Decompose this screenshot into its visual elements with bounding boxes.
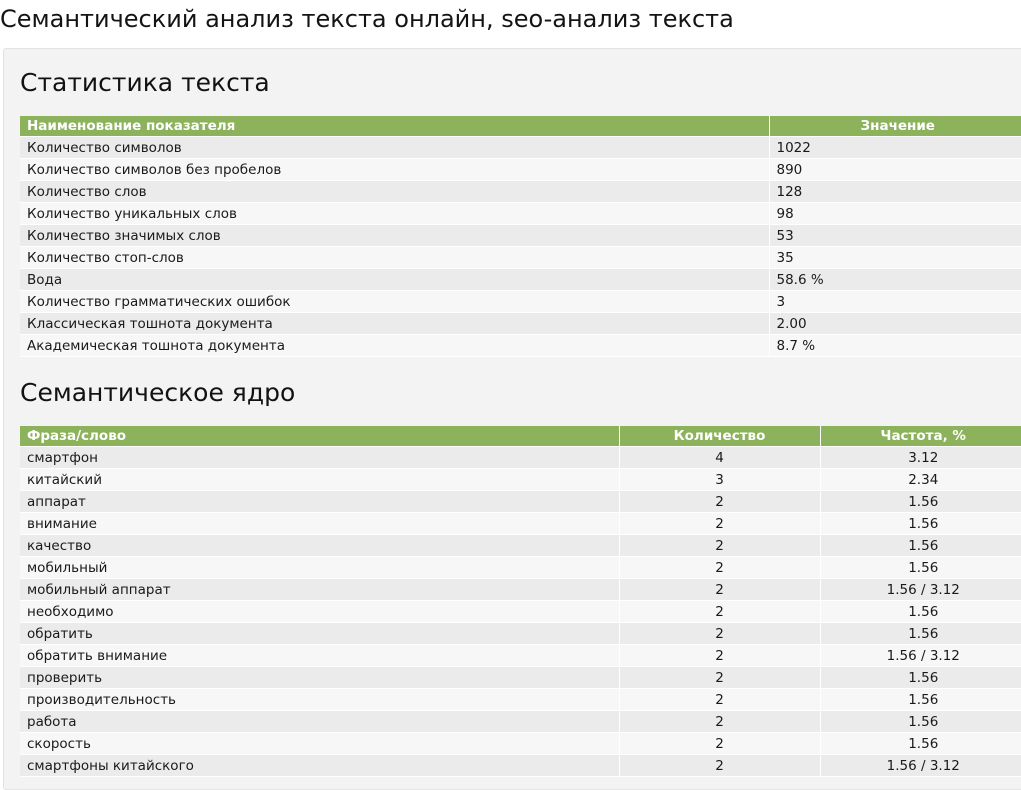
semantic-row: [20, 689, 1021, 711]
semantic-table: [20, 426, 1021, 777]
stats-row: [20, 159, 1021, 181]
stats-cell-value: 3: [769, 291, 1021, 313]
stats-row: [20, 313, 1021, 335]
semantic-header-phrase: Фраза/слово: [20, 426, 619, 447]
semantic-row: [20, 579, 1021, 601]
stats-cell-name: Количество значимых слов: [20, 225, 769, 247]
semantic-cell-phrase: обратить внимание: [20, 645, 619, 667]
semantic-cell-frequency: 1.56: [820, 557, 1021, 579]
semantic-row: [20, 711, 1021, 733]
stats-cell-name: Количество уникальных слов: [20, 203, 769, 225]
stats-cell-value: 35: [769, 247, 1021, 269]
semantic-row: [20, 491, 1021, 513]
semantic-cell-frequency: 1.56: [820, 535, 1021, 557]
stats-row: [20, 291, 1021, 313]
stats-cell-name: Количество символов: [20, 137, 769, 159]
semantic-row: [20, 623, 1021, 645]
semantic-cell-frequency: 1.56: [820, 623, 1021, 645]
semantic-row: [20, 557, 1021, 579]
semantic-cell-count: 2: [619, 535, 820, 557]
stats-row: [20, 269, 1021, 291]
stats-row: [20, 137, 1021, 159]
semantic-row: [20, 535, 1021, 557]
semantic-cell-count: 2: [619, 755, 820, 777]
semantic-cell-count: 2: [619, 557, 820, 579]
semantic-cell-frequency: 3.12: [820, 447, 1021, 469]
semantic-row: [20, 469, 1021, 491]
stats-cell-name: Количество символов без пробелов: [20, 159, 769, 181]
semantic-cell-phrase: скорость: [20, 733, 619, 755]
semantic-cell-frequency: 1.56: [820, 733, 1021, 755]
stats-cell-value: 890: [769, 159, 1021, 181]
semantic-cell-count: 2: [619, 579, 820, 601]
semantic-row: [20, 667, 1021, 689]
stats-cell-value: 58.6 %: [769, 269, 1021, 291]
semantic-row: [20, 601, 1021, 623]
semantic-cell-frequency: 1.56: [820, 601, 1021, 623]
stats-cell-value: 53: [769, 225, 1021, 247]
semantic-cell-phrase: мобильный: [20, 557, 619, 579]
semantic-cell-count: 2: [619, 601, 820, 623]
stats-cell-value: 98: [769, 203, 1021, 225]
stats-header-name: Наименование показателя: [20, 116, 769, 137]
stats-row: [20, 225, 1021, 247]
stats-header-value: Значение: [769, 116, 1021, 137]
semantic-header-frequency: Частота, %: [820, 426, 1021, 447]
stats-cell-name: Академическая тошнота документа: [20, 335, 769, 357]
stats-row: [20, 181, 1021, 203]
semantic-row: [20, 733, 1021, 755]
semantic-cell-count: 2: [619, 667, 820, 689]
semantic-cell-phrase: производительность: [20, 689, 619, 711]
semantic-cell-count: 2: [619, 513, 820, 535]
stats-cell-name: Классическая тошнота документа: [20, 313, 769, 335]
semantic-cell-phrase: работа: [20, 711, 619, 733]
semantic-cell-frequency: 1.56: [820, 513, 1021, 535]
semantic-header-row: [20, 426, 1021, 447]
semantic-cell-frequency: 1.56: [820, 667, 1021, 689]
semantic-section-title: Семантическое ядро: [20, 378, 296, 407]
semantic-cell-phrase: обратить: [20, 623, 619, 645]
stats-cell-value: 2.00: [769, 313, 1021, 335]
stats-cell-name: Количество стоп-слов: [20, 247, 769, 269]
semantic-cell-phrase: проверить: [20, 667, 619, 689]
semantic-cell-frequency: 1.56: [820, 491, 1021, 513]
stats-table-body: [20, 137, 1021, 357]
stats-cell-value: 128: [769, 181, 1021, 203]
semantic-cell-count: 4: [619, 447, 820, 469]
semantic-cell-phrase: мобильный аппарат: [20, 579, 619, 601]
semantic-cell-phrase: качество: [20, 535, 619, 557]
stats-cell-name: Количество слов: [20, 181, 769, 203]
stats-row: [20, 203, 1021, 225]
stats-section-title: Статистика текста: [20, 68, 270, 97]
stats-header-row: [20, 116, 1021, 137]
semantic-cell-phrase: китайский: [20, 469, 619, 491]
semantic-cell-count: 2: [619, 623, 820, 645]
page-title: Семантический анализ текста онлайн, seo-анализ текста: [0, 5, 734, 33]
semantic-cell-frequency: 1.56 / 3.12: [820, 579, 1021, 601]
semantic-cell-frequency: 1.56 / 3.12: [820, 645, 1021, 667]
semantic-cell-frequency: 1.56: [820, 689, 1021, 711]
stats-row: [20, 247, 1021, 269]
semantic-cell-frequency: 1.56 / 3.12: [820, 755, 1021, 777]
semantic-header-count: Количество: [619, 426, 820, 447]
semantic-cell-frequency: 2.34: [820, 469, 1021, 491]
semantic-cell-phrase: аппарат: [20, 491, 619, 513]
semantic-row: [20, 447, 1021, 469]
semantic-row: [20, 645, 1021, 667]
stats-cell-name: Количество грамматических ошибок: [20, 291, 769, 313]
semantic-cell-count: 2: [619, 491, 820, 513]
semantic-cell-count: 3: [619, 469, 820, 491]
semantic-cell-count: 2: [619, 711, 820, 733]
semantic-cell-phrase: внимание: [20, 513, 619, 535]
semantic-row: [20, 755, 1021, 777]
semantic-cell-phrase: смартфон: [20, 447, 619, 469]
stats-table: [20, 116, 1021, 357]
semantic-cell-count: 2: [619, 689, 820, 711]
semantic-cell-frequency: 1.56: [820, 711, 1021, 733]
semantic-cell-count: 2: [619, 733, 820, 755]
stats-cell-name: Вода: [20, 269, 769, 291]
semantic-cell-count: 2: [619, 645, 820, 667]
semantic-table-body: [20, 447, 1021, 777]
semantic-cell-phrase: смартфоны китайского: [20, 755, 619, 777]
semantic-row: [20, 513, 1021, 535]
stats-cell-value: 1022: [769, 137, 1021, 159]
stats-cell-value: 8.7 %: [769, 335, 1021, 357]
stats-row: [20, 335, 1021, 357]
semantic-cell-phrase: необходимо: [20, 601, 619, 623]
